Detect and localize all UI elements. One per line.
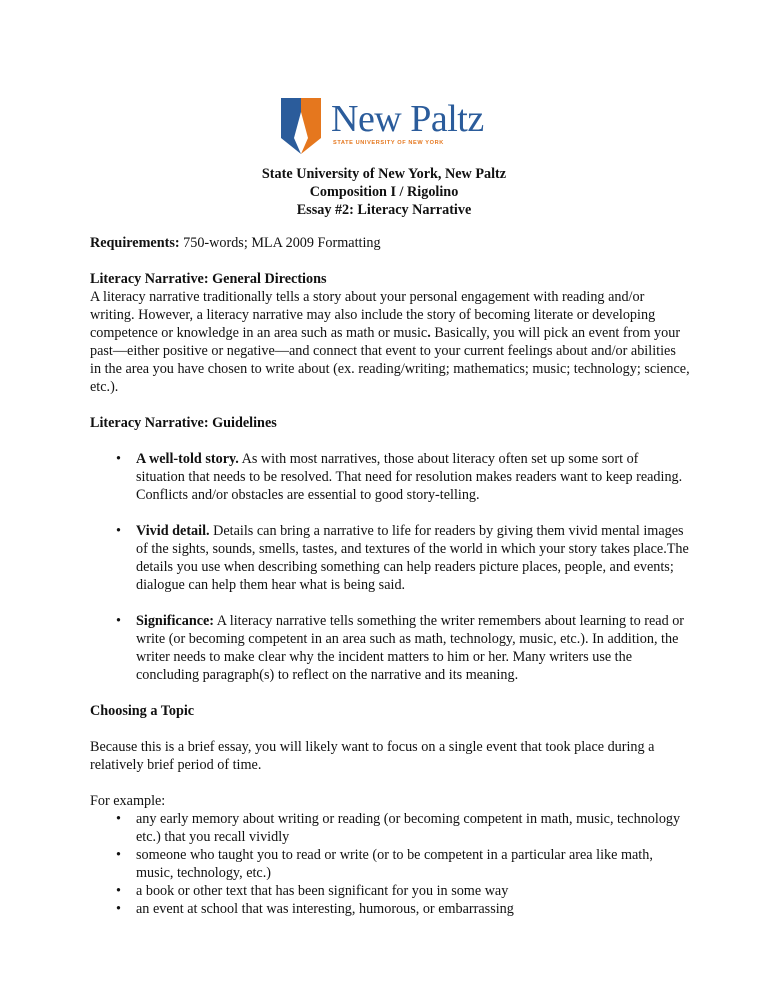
requirements-text: 750-words; MLA 2009 Formatting (179, 235, 381, 251)
general-text-part-a: A literacy narrative traditionally tells a story about your personal engagement with reading and/or writing. However, a literacy narrative may also include the story of becoming literate or developing competence or knowledge in an area such as math or music (90, 289, 656, 341)
guideline-text: Details can bring a narrative to life for readers by giving them vivid mental images of the sights, sounds, smells, tastes, and textures of the world in which your story takes place.The details you use when describing something can help readers picture places, people, and events; dialogue can help them hear what is being said. (136, 523, 689, 593)
document-body (90, 234, 690, 918)
example-text: any early memory about writing or reading (or becoming competent in math, music, technology etc.) that you recall vividly (136, 811, 681, 845)
guidelines-list (90, 450, 690, 684)
requirements-label: Requirements: (90, 235, 180, 251)
requirements-line (90, 234, 690, 252)
example-text: someone who taught you to read or write (or to be competent in a particular area like math, music, technology, etc.) (136, 847, 653, 881)
list-item (90, 846, 690, 882)
bullet-icon: • (116, 613, 121, 629)
choosing-topic-heading: Choosing a Topic (90, 703, 195, 719)
list-item (90, 900, 690, 918)
bullet-icon: • (116, 901, 121, 917)
general-text-period: . (427, 325, 431, 341)
list-item (90, 612, 690, 684)
example-intro: For example: (90, 793, 166, 809)
bullet-icon: • (116, 811, 121, 827)
new-paltz-logo-mark-icon (281, 98, 321, 154)
bullet-icon: • (116, 523, 121, 539)
bullet-icon: • (116, 451, 121, 467)
header-assignment: Essay #2: Literacy Narrative (296, 202, 472, 218)
logo-subtitle: STATE UNIVERSITY OF NEW YORK (333, 140, 444, 146)
guideline-text: As with most narratives, those about literacy often set up some sort of situation that needs to be resolved. That need for resolution makes readers want to keep reading. Conflicts and/or obstacles are essential to good story-telling. (136, 451, 683, 503)
example-text: a book or other text that has been significant for you in some way (136, 883, 509, 899)
guideline-title: A well-told story. (136, 451, 239, 467)
list-item (90, 882, 690, 900)
list-item (90, 450, 690, 504)
header-institution: State University of New York, New Paltz (261, 166, 507, 182)
logo-name: New Paltz (331, 98, 484, 140)
general-directions-text (90, 288, 690, 396)
new-paltz-logo (281, 98, 484, 154)
guideline-title: Vivid detail. (136, 523, 210, 539)
choosing-topic-text: Because this is a brief essay, you will likely want to focus on a single event that took place during a relatively brief period of time. (90, 739, 655, 773)
list-item (90, 522, 690, 594)
guideline-title: Significance: (136, 613, 215, 629)
list-item (90, 810, 690, 846)
bullet-icon: • (116, 883, 121, 899)
bullet-icon: • (116, 847, 121, 863)
header-course: Composition I / Rigolino (309, 184, 459, 200)
guideline-text: A literacy narrative tells something the writer remembers about learning to read or write (or becoming competent in an area such as math, technology, music, etc.). In addition, the writer needs to make clear why the incident matters to him or her. Many writers use the concluding paragraph(s) to reflect on the narrative and its meaning. (136, 613, 685, 683)
document-header (0, 165, 768, 219)
example-text: an event at school that was interesting, humorous, or embarrassing (136, 901, 514, 917)
general-text-part-b: Basically, you will pick an event from your past—either positive or negative—and connect that event to your current feelings about and/or abilities in the area you have chosen to write about (ex. reading/writing; mathematics; music; technology; science, etc.). (90, 325, 690, 395)
guidelines-heading: Literacy Narrative: Guidelines (90, 415, 277, 431)
examples-list (90, 810, 690, 918)
general-directions-heading: Literacy Narrative: General Directions (90, 271, 327, 287)
